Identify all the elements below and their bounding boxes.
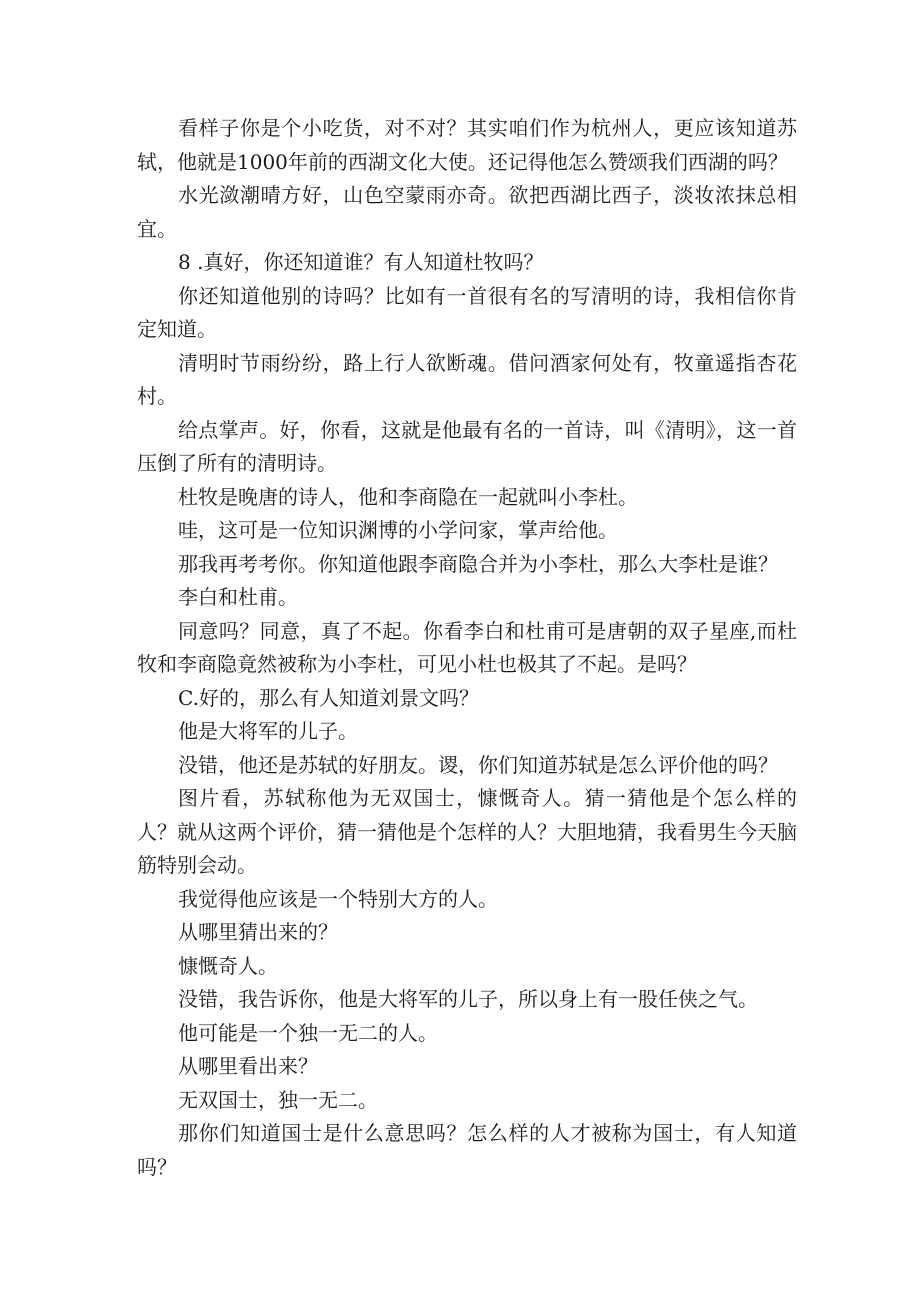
- paragraph-1: 看样子你是个小吃货，对不对？其实咱们作为杭州人，更应该知道苏轼，他就是1000年前的西湖文化大使。还记得他怎么赞颂我们西湖的吗？: [137, 116, 797, 174]
- paragraph-22: 无双国士，独一无二。: [178, 1087, 378, 1112]
- paragraph-14: 没错，他还是苏轼的好朋友。谡，你们知道苏轼是怎么评价他的吗？: [178, 752, 778, 777]
- paragraph-4: 你还知道他别的诗吗？比如有一首很有名的写清明的诗，我相信你肯定知道。: [137, 283, 797, 341]
- paragraph-7: 杜牧是晚唐的诗人，他和李商隐在一起就叫小李杜。: [178, 484, 638, 509]
- paragraph-10: 李白和杜甫。: [178, 585, 298, 609]
- document-body: [137, 112, 797, 1184]
- paragraph-9: 那我再考考你。你知道他跟李商隐合并为小李杜，那么大李杜是谁？: [178, 551, 778, 576]
- paragraph-20: 他可能是一个独一无二的人。: [178, 1020, 438, 1045]
- paragraph-17: 从哪里猜出来的？: [178, 920, 338, 944]
- paragraph-12: C.好的，那么有人知道刘景文吗？: [178, 685, 479, 710]
- paragraph-11: 同意吗？同意，真了不起。你看李白和杜甫可是唐朝的双子星座,而杜牧和李商隐竟然被称为小李杜，可见小杜也极其了不起。是吗？: [137, 618, 797, 676]
- paragraph-23: 那你们知道国士是什么意思吗？怎么样的人才被称为国士，有人知道吗？: [137, 1121, 797, 1179]
- paragraph-8: 哇，这可是一位知识渊博的小学问家，掌声给他。: [178, 518, 618, 542]
- paragraph-16: 我觉得他应该是一个特别大方的人。: [178, 886, 498, 911]
- paragraph-19: 没错，我告诉你，他是大将军的儿子，所以身上有一股任侠之气。: [178, 987, 758, 1011]
- paragraph-6: 给点掌声。好，你看，这就是他最有名的一首诗，叫《清明》，这一首压倒了所有的清明诗。: [137, 417, 797, 475]
- paragraph-15: 图片看，苏轼称他为无双国士，慷慨奇人。猜一猜他是个怎么样的人？就从这两个评价，猜一猜他是个怎样的人？大胆地猜，我看男生今天脑筋特别会动。: [137, 786, 797, 877]
- paragraph-2: 水光潋潮晴方好，山色空蒙雨亦奇。欲把西湖比西子，淡妆浓抹总相宜。: [137, 183, 797, 241]
- paragraph-5: 清明时节雨纷纷，路上行人欲断魂。借问酒家何处有，牧童遥指杏花村。: [137, 350, 797, 408]
- paragraph-3: 8 .真好，你还知道谁？有人知道杜牧吗？: [178, 250, 544, 274]
- paragraph-13: 他是大将军的儿子。: [178, 719, 358, 743]
- paragraph-21: 从哪里看出来？: [178, 1054, 318, 1078]
- paragraph-18: 慷慨奇人。: [178, 953, 278, 978]
